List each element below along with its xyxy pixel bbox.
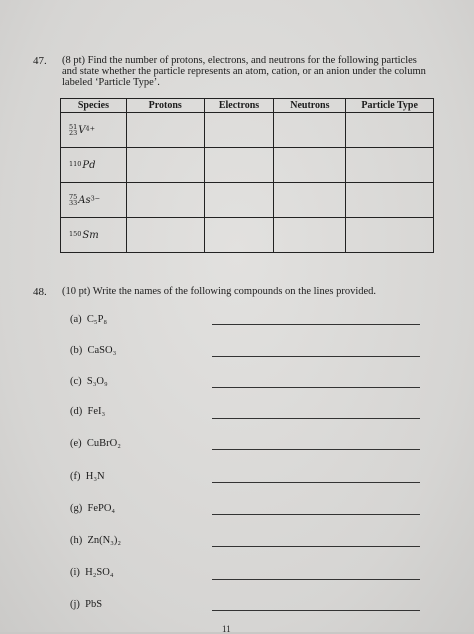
item-letter: (i)	[70, 567, 80, 578]
electrons-answer-cell[interactable]	[204, 218, 274, 253]
atomic-number: 33	[69, 199, 78, 207]
question-48-text: (10 pt) Write the names of the following compounds on the lines provided.	[62, 286, 377, 297]
element-symbol: V	[78, 124, 86, 136]
answer-line-b[interactable]	[212, 356, 420, 357]
compound-formula: FeI₃	[87, 406, 106, 417]
mass-number: 51	[69, 123, 78, 131]
compound-item-j	[70, 599, 102, 610]
answer-line-j[interactable]	[212, 610, 420, 611]
item-letter: (a)	[70, 314, 82, 325]
answer-line-e[interactable]	[212, 449, 420, 450]
neutrons-answer-cell[interactable]	[274, 148, 346, 183]
table-row	[61, 218, 434, 253]
compound-formula: FePO₄	[87, 503, 116, 514]
answer-line-h[interactable]	[212, 546, 420, 547]
item-letter: (g)	[70, 503, 83, 514]
mass-number: 75	[69, 193, 78, 201]
compound-item-g	[70, 503, 115, 514]
compound-item-e	[70, 438, 121, 449]
table-header-row	[61, 99, 434, 113]
header-particle-type: Particle Type	[346, 99, 434, 113]
species-table	[60, 98, 434, 253]
answer-line-a[interactable]	[212, 324, 420, 325]
element-symbol: As	[78, 194, 91, 206]
compound-item-i	[70, 567, 114, 578]
item-letter: (f)	[70, 471, 81, 482]
element-symbol: Sm	[82, 229, 99, 241]
header-protons: Protons	[126, 99, 204, 113]
answer-line-i[interactable]	[212, 579, 420, 580]
species-cell	[61, 148, 127, 183]
header-electrons: Electrons	[204, 99, 274, 113]
compound-formula: H₂SO₄	[85, 567, 114, 578]
header-neutrons: Neutrons	[274, 99, 346, 113]
table-row	[61, 113, 434, 148]
item-letter: (d)	[70, 406, 83, 417]
answer-line-d[interactable]	[212, 418, 420, 419]
compound-item-c	[70, 376, 108, 387]
species-cell	[61, 183, 127, 218]
neutrons-answer-cell[interactable]	[274, 218, 346, 253]
question-47-line-2: and state whether the particle represents an atom, cation, or an anion under the column	[62, 66, 426, 77]
neutrons-answer-cell[interactable]	[274, 113, 346, 148]
species-arsenic	[69, 195, 100, 206]
answer-line-c[interactable]	[212, 387, 420, 388]
question-48-number: 48.	[33, 286, 47, 298]
particle-type-answer-cell[interactable]	[346, 113, 434, 148]
compound-item-f	[70, 471, 105, 482]
protons-answer-cell[interactable]	[126, 113, 204, 148]
item-letter: (e)	[70, 438, 82, 449]
table-row	[61, 148, 434, 183]
question-47-line-1: (8 pt) Find the number of protons, electrons, and neutrons for the following particles	[62, 55, 417, 66]
atomic-number: 23	[69, 129, 78, 137]
ion-charge: 4+	[85, 124, 96, 132]
element-symbol: Pd	[82, 159, 96, 171]
protons-answer-cell[interactable]	[126, 183, 204, 218]
item-letter: (b)	[70, 345, 83, 356]
table-row	[61, 183, 434, 218]
particle-type-answer-cell[interactable]	[346, 148, 434, 183]
compound-item-h	[70, 535, 121, 546]
answer-line-f[interactable]	[212, 482, 420, 483]
protons-answer-cell[interactable]	[126, 148, 204, 183]
species-samarium	[69, 230, 99, 241]
ion-charge: 3−	[90, 194, 101, 202]
particle-type-answer-cell[interactable]	[346, 218, 434, 253]
header-species: Species	[61, 99, 127, 113]
protons-answer-cell[interactable]	[126, 218, 204, 253]
electrons-answer-cell[interactable]	[204, 183, 274, 218]
neutrons-answer-cell[interactable]	[274, 183, 346, 218]
compound-formula: H₃N	[85, 471, 105, 482]
compound-formula: CaSO₃	[87, 345, 117, 356]
species-cell	[61, 113, 127, 148]
species-palladium	[69, 160, 96, 171]
item-letter: (j)	[70, 599, 80, 610]
compound-formula: Zn(N₃)₂	[87, 535, 122, 546]
mass-number: 150	[69, 229, 82, 238]
species-cell	[61, 218, 127, 253]
compound-item-b	[70, 345, 116, 356]
mass-number: 110	[69, 159, 82, 168]
compound-formula: S₃O₉	[86, 376, 108, 387]
electrons-answer-cell[interactable]	[204, 113, 274, 148]
compound-formula: PbS	[85, 599, 103, 610]
compound-item-d	[70, 406, 105, 417]
compound-formula: CuBrO₂	[86, 438, 121, 449]
electrons-answer-cell[interactable]	[204, 148, 274, 183]
item-letter: (c)	[70, 376, 82, 387]
question-47-number: 47.	[33, 55, 47, 67]
compound-item-a	[70, 314, 107, 325]
compound-formula: C₅P₈	[86, 314, 108, 325]
species-vanadium	[69, 125, 95, 136]
question-47-line-3: labeled ‘Particle Type’.	[62, 77, 160, 88]
answer-line-g[interactable]	[212, 514, 420, 515]
particle-type-answer-cell[interactable]	[346, 183, 434, 218]
item-letter: (h)	[70, 535, 83, 546]
page-number: 11	[222, 624, 231, 634]
